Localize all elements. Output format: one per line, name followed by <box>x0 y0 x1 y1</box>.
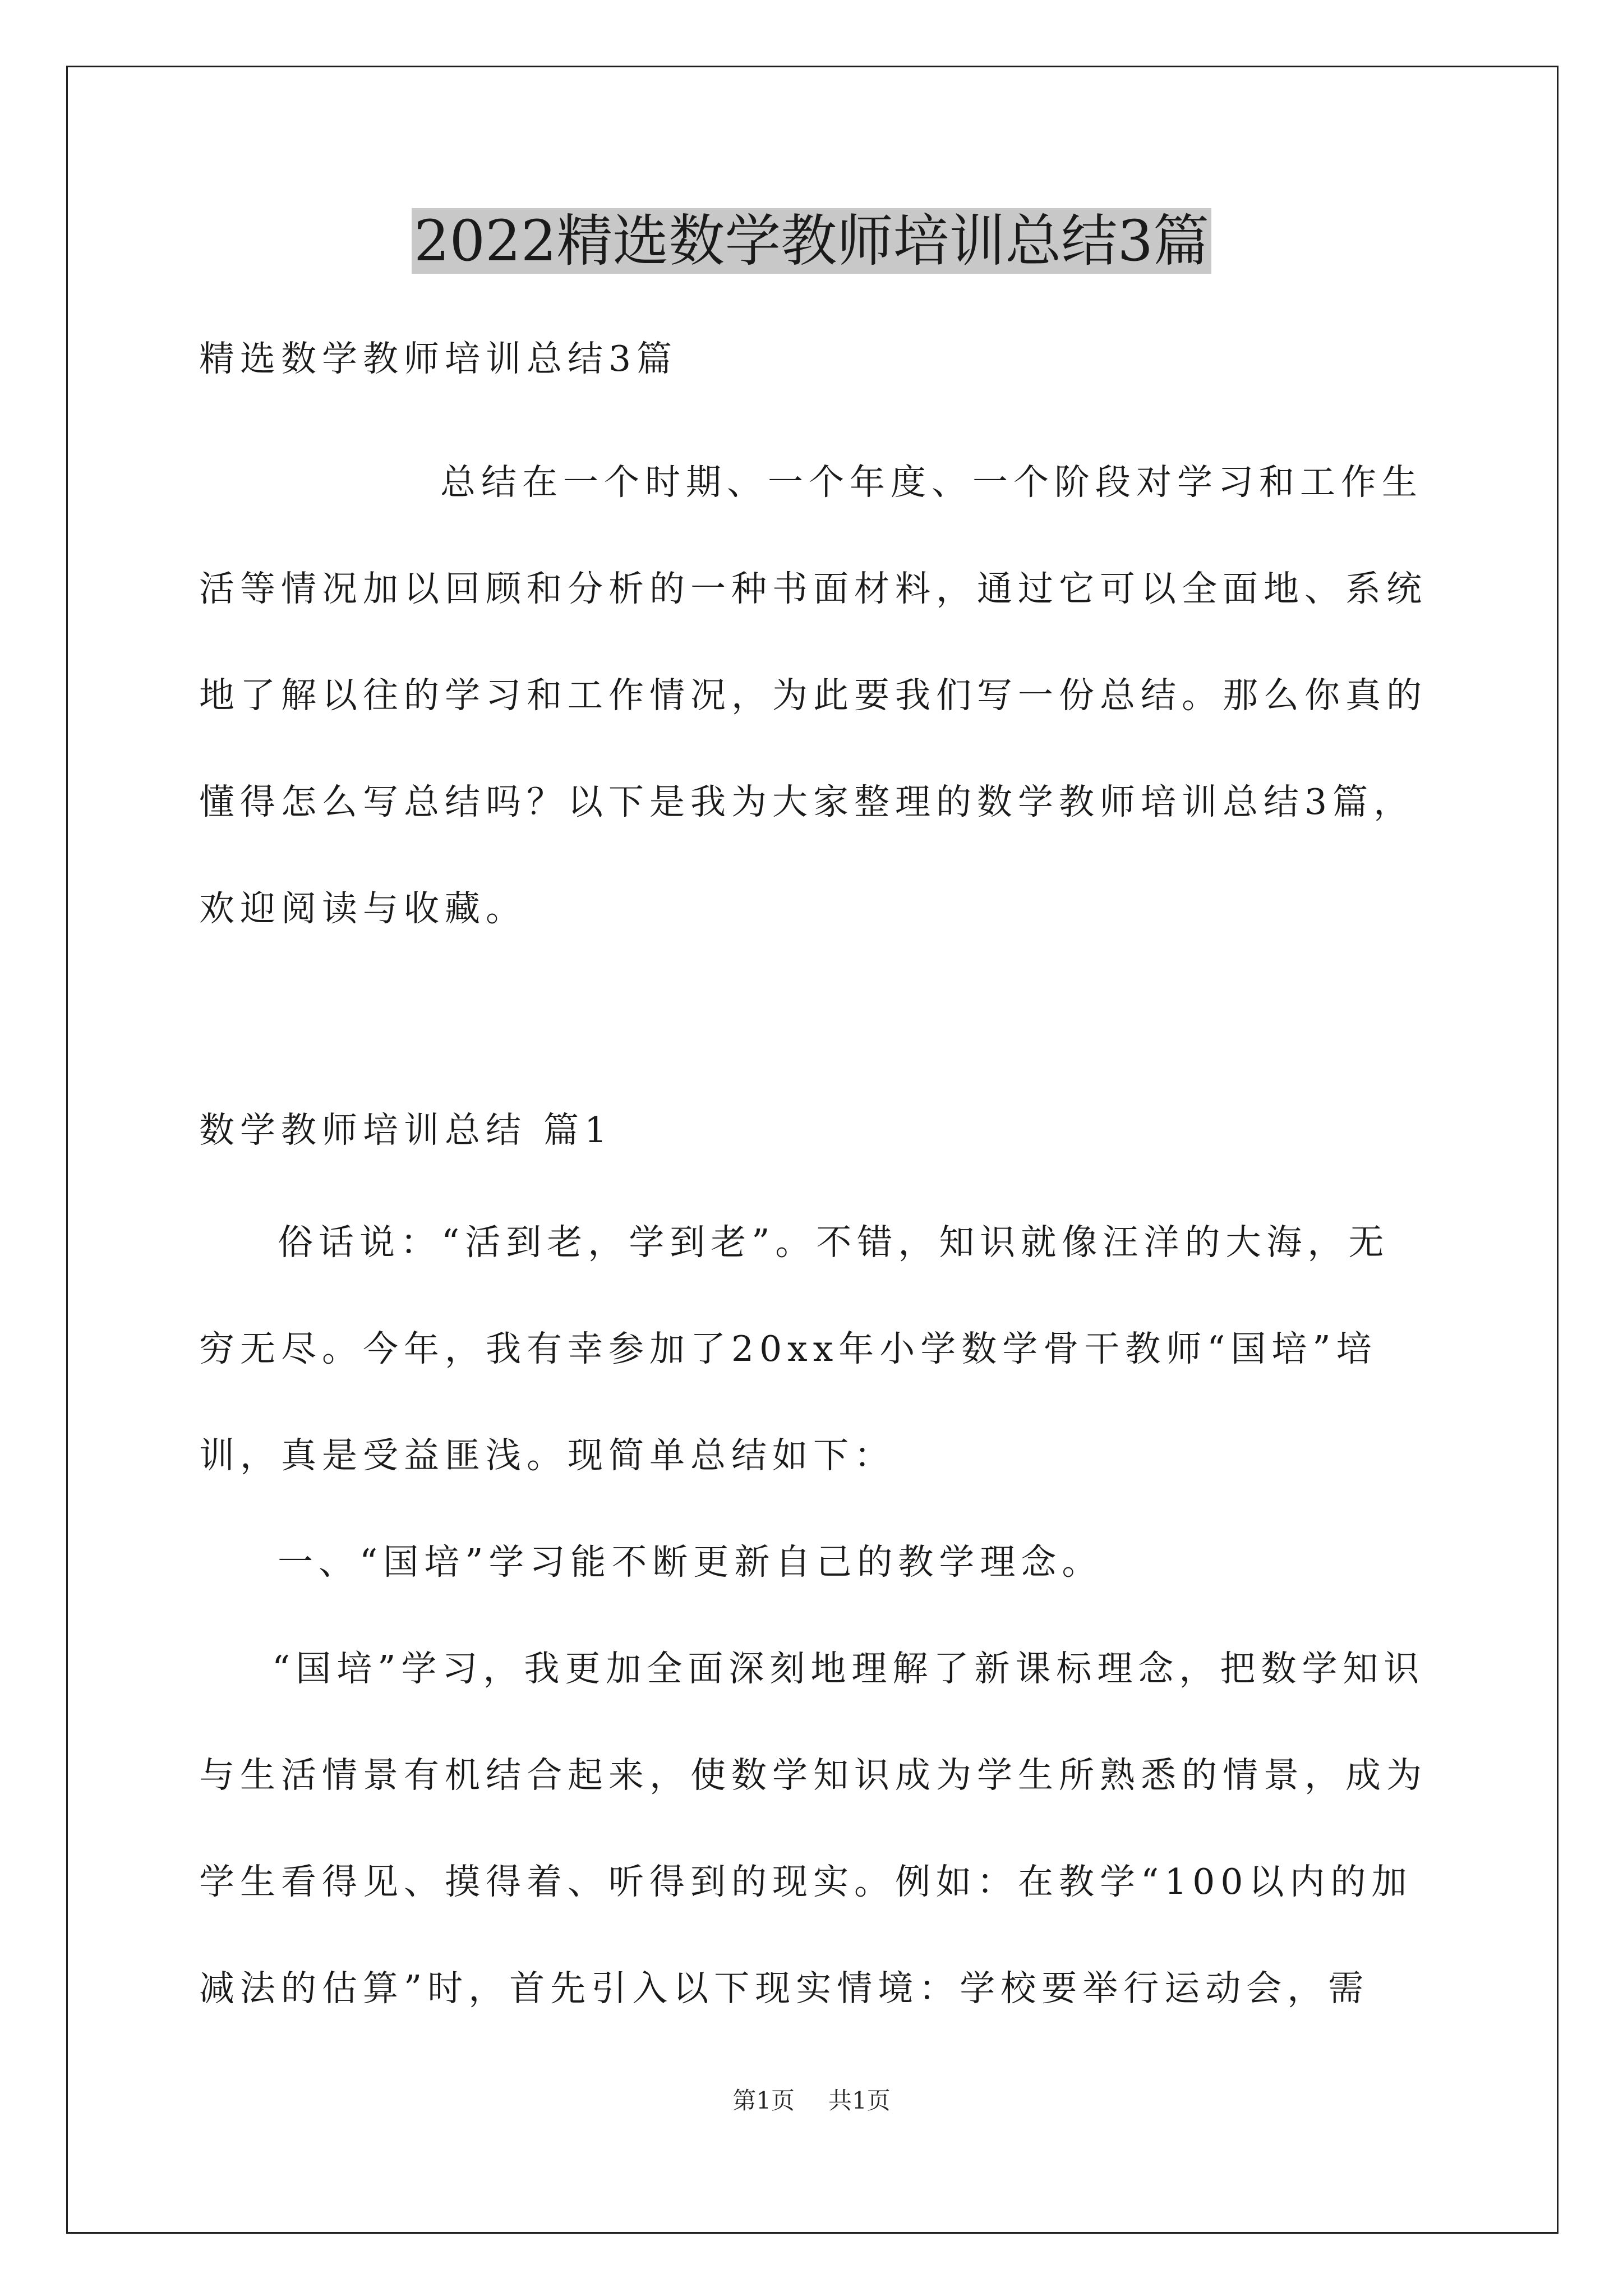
page-total: 共1页 <box>828 2087 891 2114</box>
page-number: 第1页 <box>732 2087 795 2114</box>
document-title <box>0 202 1623 280</box>
body-paragraph-1: 俗话说：“活到老，学到老”。不错，知识就像汪洋的大海，无穷无尽。今年，我有幸参加了20xx年小学数学骨干教师“国培”培训，真是受益匪浅。现简单总结如下： <box>199 1222 1390 1476</box>
page-footer <box>0 2084 1623 2118</box>
intro-paragraph: 总结在一个时期、一个年度、一个阶段对学习和工作生活等情况加以回顾和分析的一种书面材料，通过它可以全面地、系统地了解以往的学习和工作情况，为此要我们写一份总结。那么你真的懂得怎么写总结吗？以下是我为大家整理的数学教师培训总结3篇，欢迎阅读与收藏。 <box>199 462 1427 929</box>
section-heading: 数学教师培训总结 篇1 <box>199 1110 613 1151</box>
document-title-text: 2022精选数学教师培训总结3篇 <box>412 208 1211 274</box>
body-paragraph-2: “国培”学习，我更加全面深刻地理解了新课标理念，把数学知识与生活情景有机结合起来，使数学知识成为学生所熟悉的情景，成为学生看得见、摸得着、听得到的现实。例如：在教学“100以内的加减法的估算”时，首先引入以下现实情境：学校要举行运动会，需 <box>199 1648 1427 2009</box>
document-subtitle: 精选数学教师培训总结3篇 <box>199 338 678 379</box>
point-heading-1: 一、“国培”学习能不断更新自己的教学理念。 <box>278 1542 1103 1582</box>
